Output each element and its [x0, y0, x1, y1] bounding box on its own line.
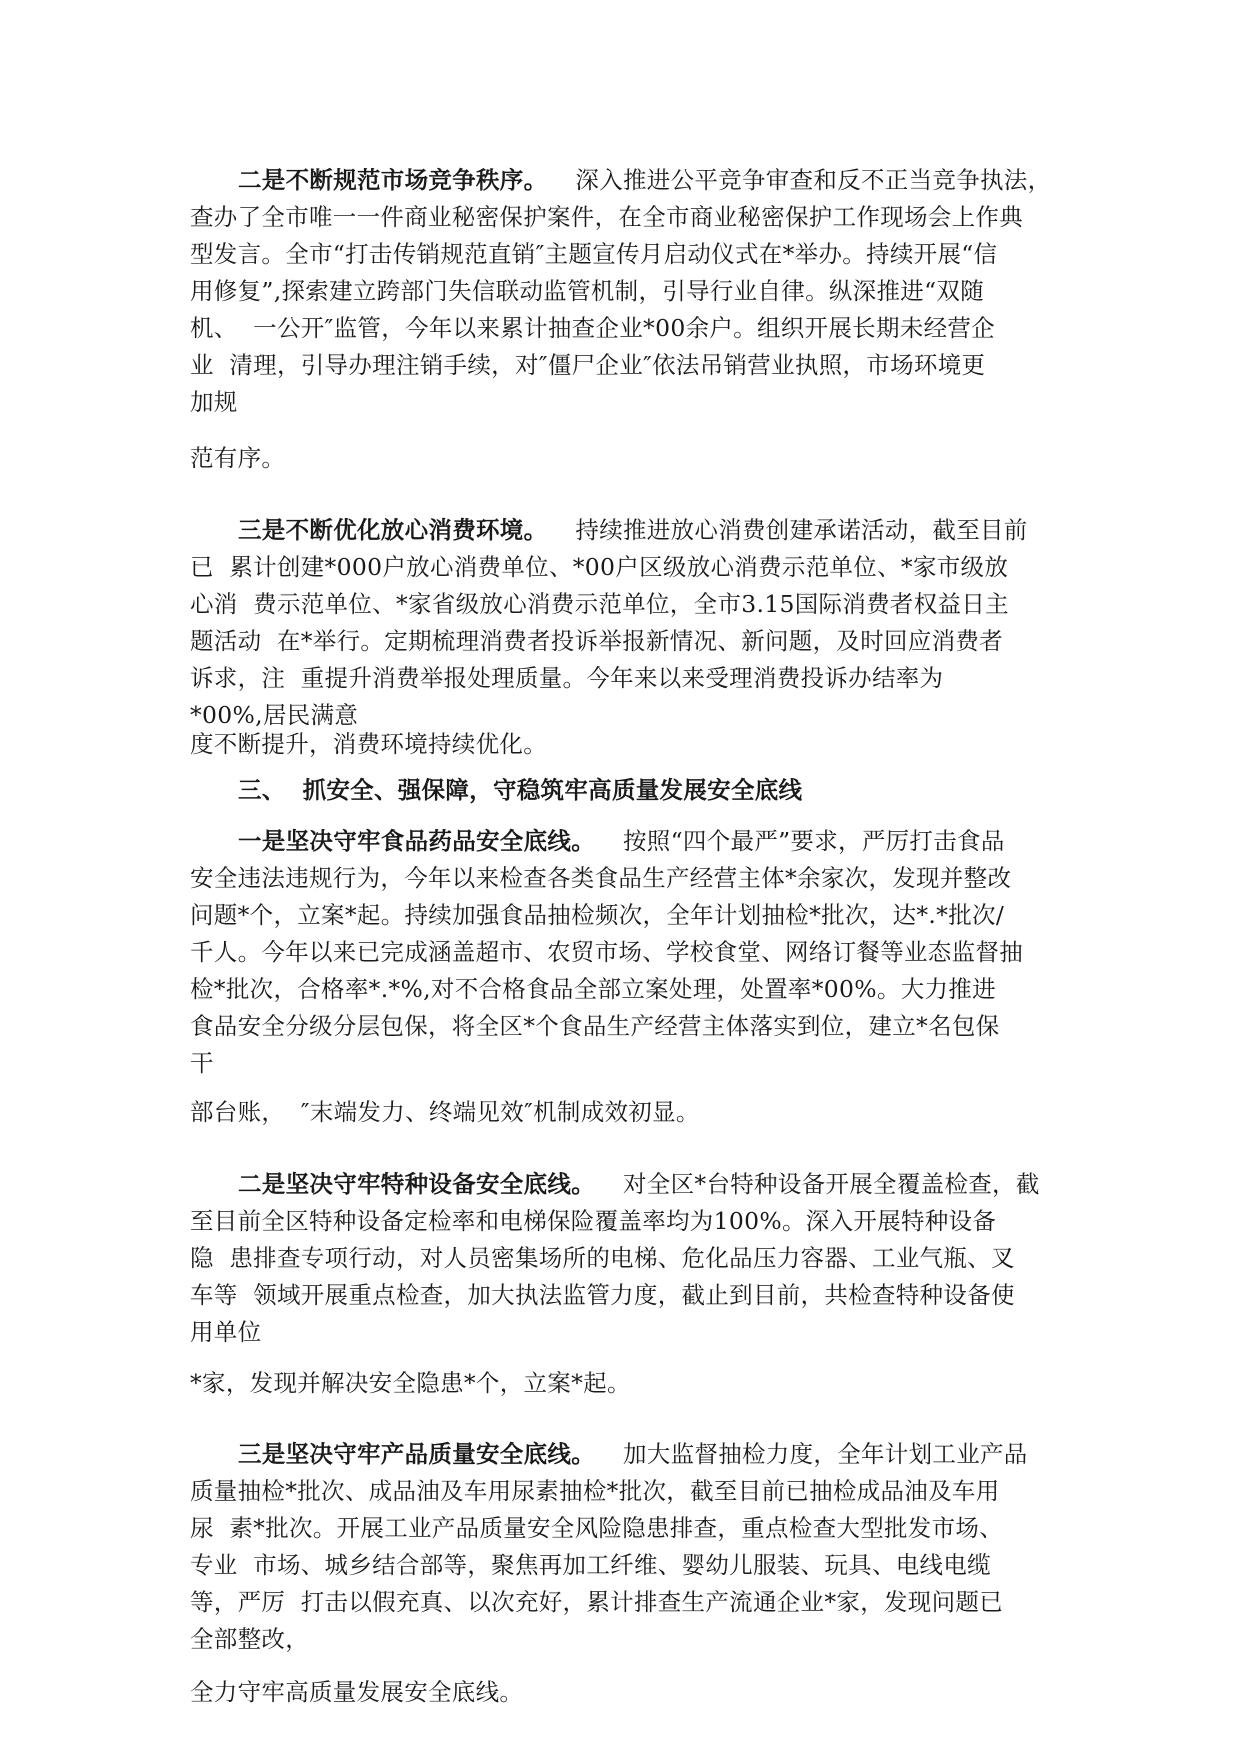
paragraph-tail: *家，发现并解决安全隐患*个，立案*起。	[190, 1369, 631, 1397]
paragraph-line: 车等 领域开展重点检查，加大执法监管力度，截止到目前，共检查特种设备使	[190, 1281, 1015, 1309]
section-heading: 三、 抓安全、强保障，守稳筑牢高质量发展安全底线	[238, 776, 803, 804]
paragraph-line: 食品安全分级分层包保，将全区*个食品生产经营主体落实到位，建立*名包保	[190, 1012, 1000, 1040]
paragraph-line: 全部整改，	[190, 1625, 309, 1653]
paragraph-line: 安全违法违规行为，今年以来检查各类食品生产经营主体*余家次，发现并整改	[190, 864, 1012, 892]
paragraph-line: 用修复”,探索建立跨部门失信联动监管机制，引导行业自律。纵深推进“双随	[190, 277, 984, 305]
paragraph-line: 至目前全区特种设备定检率和电梯保险覆盖率均为100%。深入开展特种设备	[190, 1207, 997, 1235]
paragraph-lead: 三是不断优化放心消费环境。	[238, 516, 548, 544]
paragraph-line: 持续推进放心消费创建承诺活动，截至目前	[575, 516, 1028, 544]
paragraph-line: 加大监督抽检力度，全年计划工业产品	[623, 1440, 1028, 1468]
paragraph-consumer-environment	[190, 512, 1060, 734]
paragraph-line: *00%,居民满意	[190, 701, 359, 729]
paragraph-line: 用单位	[190, 1318, 262, 1346]
paragraph-line: 专业 市场、城乡结合部等，聚焦再加工纤维、婴幼儿服装、玩具、电线电缆	[190, 1551, 991, 1579]
paragraph-line: 检*批次，合格率*.*%,对不合格食品全部立案处理，处置率*00%。大力推进	[190, 975, 996, 1003]
paragraph-line: 深入推进公平竞争审查和反不正当竞争执法，	[575, 166, 1052, 194]
paragraph-product-quality	[190, 1436, 1060, 1658]
paragraph-lead: 一是坚决守牢食品药品安全底线。	[238, 827, 595, 855]
paragraph-line: 干	[190, 1049, 214, 1077]
paragraph-line: 尿 素*批次。开展工业产品质量安全风险隐患排查，重点检查大型批发市场、	[190, 1514, 1003, 1542]
paragraph-line: 型发言。全市“打击传销规范直销″主题宣传月启动仪式在*举办。持续开展“信	[190, 240, 998, 268]
paragraph-line: 诉求，注 重提升消费举报处理质量。今年来以来受理消费投诉办结率为	[190, 664, 944, 692]
paragraph-line: 对全区*台特种设备开展全覆盖检查，截	[623, 1170, 1040, 1198]
paragraph-line: 题活动 在*举行。定期梳理消费者投诉举报新情况、新问题，及时回应消费者	[190, 627, 1003, 655]
paragraph-line: 隐 患排查专项行动，对人员密集场所的电梯、危化品压力容器、工业气瓶、叉	[190, 1244, 1015, 1272]
paragraph-lead: 二是坚决守牢特种设备安全底线。	[238, 1170, 595, 1198]
paragraph-tail: 全力守牢高质量发展安全底线。	[190, 1678, 524, 1706]
paragraph-special-equipment	[190, 1166, 1060, 1351]
paragraph-line: 心消 费示范单位、*家省级放心消费示范单位，全市3.15国际消费者权益日主	[190, 590, 1009, 618]
paragraph-tail: 部台账， ″末端发力、终端见效″机制成效初显。	[190, 1098, 700, 1126]
paragraph-line: 千人。今年以来已完成涵盖超市、农贸市场、学校食堂、网络订餐等业态监督抽	[190, 938, 1023, 966]
paragraph-line: 问题*个，立案*起。持续加强食品抽检频次，全年计划抽检*批次，达*.*批次/	[190, 901, 1005, 929]
paragraph-line: 按照“四个最严”要求，严厉打击食品	[623, 827, 1005, 855]
paragraph-line: 查办了全市唯一一件商业秘密保护案件，在全市商业秘密保护工作现场会上作典	[190, 203, 1023, 231]
paragraph-line: 质量抽检*批次、成品油及车用尿素抽检*批次，截至目前已抽检成品油及车用	[190, 1477, 1000, 1505]
paragraph-market-order	[190, 162, 1060, 421]
paragraph-food-safety	[190, 823, 1060, 1082]
paragraph-lead: 三是坚决守牢产品质量安全底线。	[238, 1440, 595, 1468]
paragraph-line: 业 清理，引导办理注销手续，对″僵尸企业″依法吊销营业执照，市场环境更	[190, 351, 986, 379]
paragraph-lead: 二是不断规范市场竞争秩序。	[238, 166, 548, 194]
paragraph-line: 等，严厉 打击以假充真、以次充好，累计排查生产流通企业*家，发现问题已	[190, 1588, 1003, 1616]
paragraph-tail: 度不断提升，消费环境持续优化。	[190, 730, 547, 758]
paragraph-line: 机、 一公开″监管，今年以来累计抽查企业*00余户。组织开展长期未经营企	[190, 314, 995, 342]
paragraph-tail: 范有序。	[190, 444, 286, 472]
paragraph-line: 已 累计创建*000户放心消费单位、*00户区级放心消费示范单位、*家市级放	[190, 553, 1009, 581]
paragraph-line: 加规	[190, 388, 238, 416]
